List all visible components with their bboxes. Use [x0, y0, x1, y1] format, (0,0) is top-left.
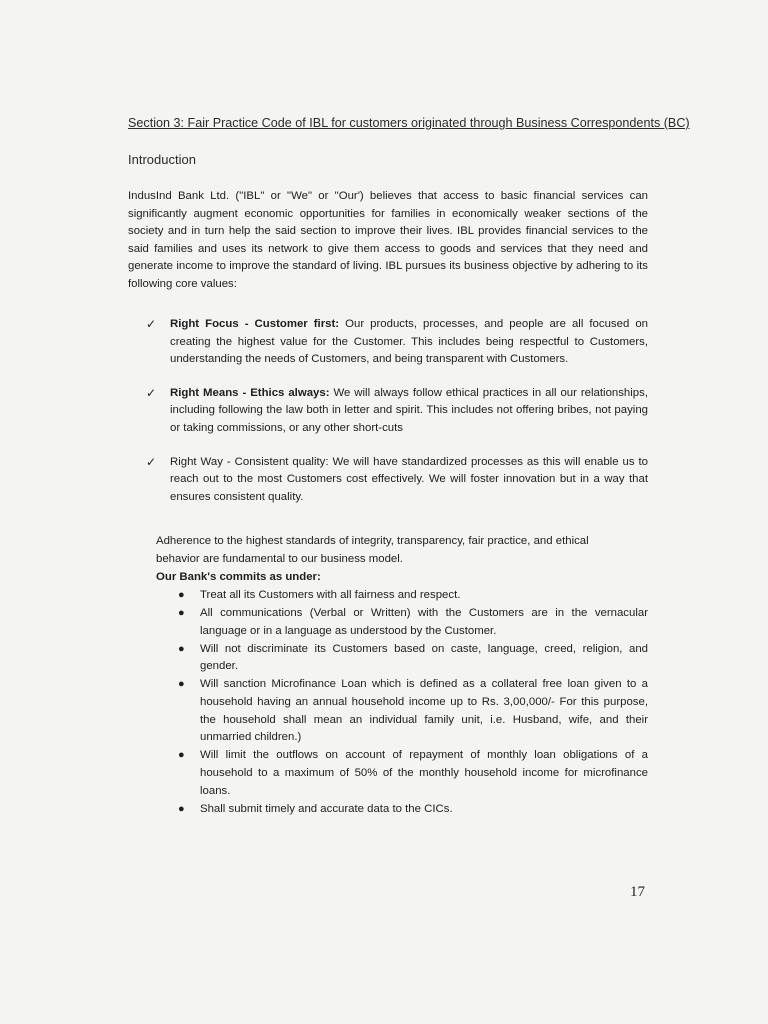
commit-item	[174, 801, 648, 819]
checkmark-icon: ✓	[146, 317, 157, 331]
bullet-icon: ●	[178, 678, 185, 691]
checkmark-icon: ✓	[146, 454, 157, 469]
section-title: Section 3: Fair Practice Code of IBL for customers originated through Business Correspondents (BC)	[128, 116, 690, 130]
core-value-item	[146, 316, 648, 369]
intro-paragraph: IndusInd Bank Ltd. ("IBL" or "We" or "Our') believes that access to basic financial services can significantly augment economic opportunities for families in economically weaker sections of the society and in turn help the said section to improve their lives. IBL provides financial services to the said families and uses its network to give them access to goods and services that they need and generate income to improve the standard of living. IBL pursues its business objective by adhering to its following core values:	[128, 190, 648, 290]
bullet-icon: ●	[178, 589, 185, 601]
commit-item	[174, 641, 648, 676]
core-value-text: Right Way - Consistent quality: We will have standardized processes as this will enable us to reach out to the most Customers cost effectively. We will foster innovation but in a way that ensures consistent quality.	[170, 455, 648, 503]
commit-item	[174, 605, 648, 640]
commit-item	[174, 587, 648, 605]
adherence-paragraph: Adherence to the highest standards of integrity, transparency, fair practice, and ethical behavior are fundamental to our business model.	[156, 535, 589, 565]
commit-text: Will limit the outflows on account of repayment of monthly loan obligations of a household to a maximum of 50% of the monthly household income for microfinance loans.	[200, 749, 648, 797]
core-value-item	[146, 385, 648, 438]
checkmark-icon: ✓	[146, 385, 157, 400]
bullet-icon: ●	[178, 607, 185, 620]
core-value-title: Right Means - Ethics always:	[170, 386, 330, 399]
commit-text: Will sanction Microfinance Loan which is defined as a collateral free loan given to a household having an annual household income up to Rs. 3,00,000/- For this purpose, the household shall mean an individual family unit, i.e. Husband, wife, and their unmarried children.)	[200, 678, 648, 744]
bullet-icon: ●	[178, 642, 185, 655]
commit-item	[174, 676, 648, 746]
commit-text: Shall submit timely and accurate data to the CICs.	[200, 802, 453, 815]
commit-text: Treat all its Customers with all fairness and respect.	[200, 589, 461, 601]
commits-heading: Our Bank's commits as under:	[156, 571, 321, 583]
intro-heading: Introduction	[128, 152, 196, 167]
commit-text: Will not discriminate its Customers based on caste, language, creed, religion, and gender.	[200, 642, 648, 673]
commit-item	[174, 747, 648, 800]
commits-list	[174, 587, 648, 819]
core-value-title: Right Focus - Customer first:	[170, 318, 340, 330]
core-value-item	[146, 454, 648, 507]
commit-text: All communications (Verbal or Written) with the Customers are in the vernacular language or in a language as understood by the Customer.	[200, 607, 648, 637]
core-value-text: We will always follow ethical practices in all our relationships, including following the law both in letter and spirit. This includes not offering bribes, not paying or taking commissions, or any other short-cuts	[170, 386, 648, 434]
core-values-list	[146, 316, 648, 522]
page-number: 17	[630, 884, 645, 900]
bullet-icon: ●	[178, 749, 185, 762]
bullet-icon: ●	[178, 802, 185, 815]
core-value-text: Our products, processes, and people are all focused on creating the highest value for the Customer. This includes being respectful to Customers, understanding the needs of Customers, and being transparent with Customers.	[170, 318, 648, 366]
